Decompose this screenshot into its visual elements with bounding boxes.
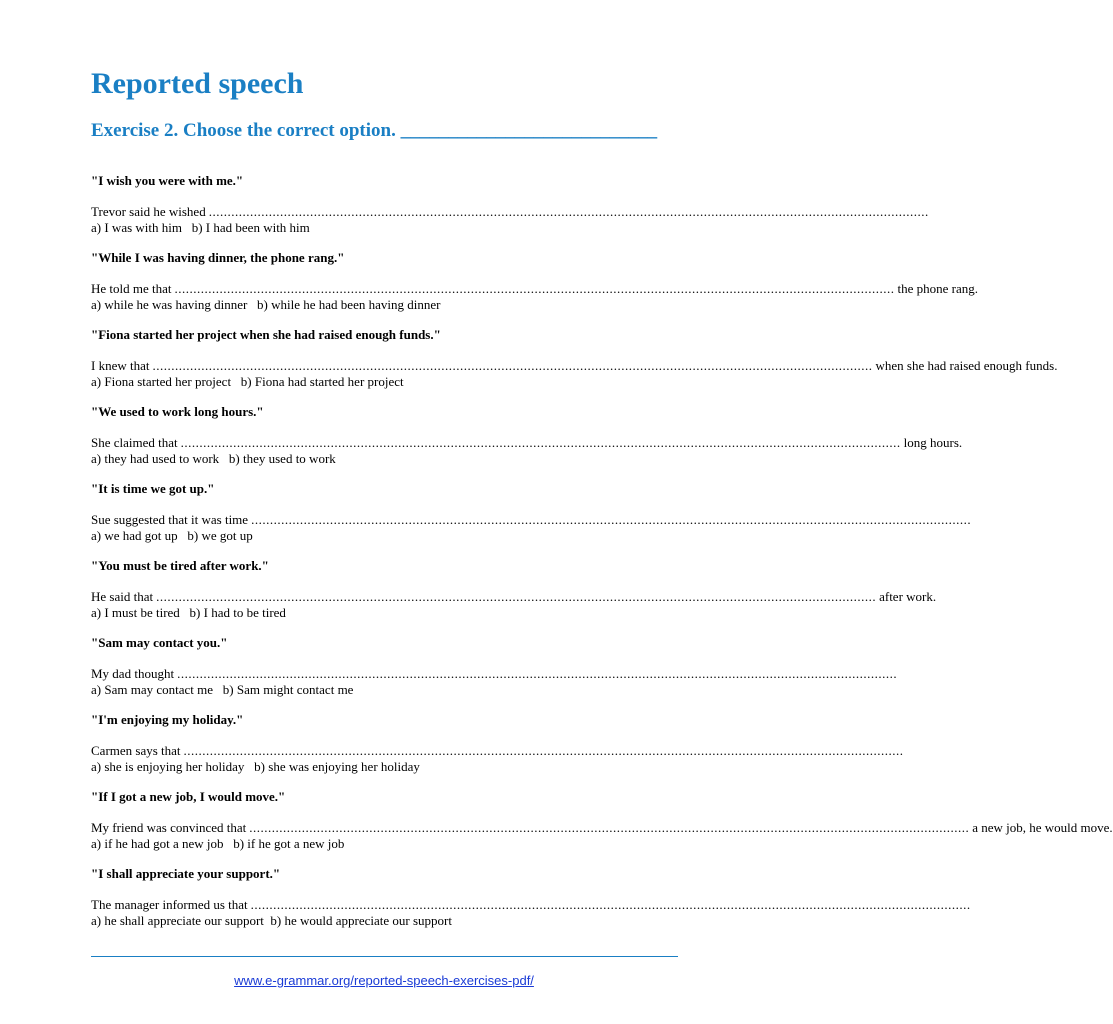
direct-speech-quote: "Sam may contact you." (91, 635, 228, 650)
exercise-item (91, 557, 937, 634)
answer-options: a) I was with him b) I had been with him (91, 220, 310, 235)
exercise-item (91, 788, 1113, 865)
direct-speech-quote: "I'm enjoying my holiday." (91, 712, 244, 727)
reported-sentence (91, 203, 929, 220)
reported-sentence (91, 434, 963, 451)
sentence-start: He told me that (91, 281, 172, 296)
answer-blank[interactable]: ................................................................................................................................................................................................ (183, 743, 904, 758)
sentence-end: after work. (879, 589, 937, 604)
sentence-end: long hours. (903, 435, 963, 450)
exercise-item (91, 480, 972, 557)
sentence-start: My dad thought (91, 666, 175, 681)
sentence-end: the phone rang. (897, 281, 979, 296)
footer (0, 972, 768, 989)
exercise-item (91, 711, 904, 788)
sentence-start: She claimed that (91, 435, 178, 450)
reported-sentence (91, 665, 898, 682)
answer-blank[interactable]: ................................................................................................................................................................................................ (177, 666, 898, 681)
direct-speech-quote: "We used to work long hours." (91, 404, 264, 419)
exercise-item (91, 865, 971, 942)
answer-options: a) while he was having dinner b) while he had been having dinner (91, 297, 441, 312)
reported-sentence (91, 742, 904, 759)
answer-options: a) we had got up b) we got up (91, 528, 253, 543)
answer-options: a) they had used to work b) they used to work (91, 451, 336, 466)
answer-options: a) if he had got a new job b) if he got a new job (91, 836, 345, 851)
website-link[interactable]: www.e-grammar.org/reported-speech-exercises-pdf/ (234, 973, 534, 988)
sentence-start: Sue suggested that it was time (91, 512, 249, 527)
reported-sentence (91, 819, 1113, 836)
answer-blank[interactable]: ................................................................................................................................................................................................ (152, 358, 873, 373)
reported-sentence (91, 588, 937, 605)
reported-sentence (91, 511, 972, 528)
answer-options: a) he shall appreciate our support b) he would appreciate our support (91, 913, 452, 928)
answer-blank[interactable]: ................................................................................................................................................................................................ (180, 435, 901, 450)
sentence-start: He said that (91, 589, 154, 604)
answer-options: a) she is enjoying her holiday b) she was enjoying her holiday (91, 759, 420, 774)
direct-speech-quote: "It is time we got up." (91, 481, 215, 496)
answer-blank[interactable]: ................................................................................................................................................................................................ (174, 281, 895, 296)
reported-sentence (91, 896, 971, 913)
footer-divider (91, 956, 678, 957)
sentence-start: Carmen says that (91, 743, 181, 758)
answer-blank[interactable]: ................................................................................................................................................................................................ (251, 512, 972, 527)
direct-speech-quote: "If I got a new job, I would move." (91, 789, 286, 804)
exercise-item (91, 326, 1058, 403)
exercise-item (91, 249, 979, 326)
answer-blank[interactable]: ................................................................................................................................................................................................ (250, 897, 971, 912)
reported-sentence (91, 357, 1058, 374)
answer-options: a) Fiona started her project b) Fiona had started her project (91, 374, 404, 389)
answer-blank[interactable]: ................................................................................................................................................................................................ (156, 589, 877, 604)
sentence-end: a new job, he would move. (972, 820, 1113, 835)
exercise-item (91, 403, 963, 480)
sentence-start: My friend was convinced that (91, 820, 247, 835)
sentence-start: I knew that (91, 358, 150, 373)
sentence-start: Trevor said he wished (91, 204, 206, 219)
answer-options: a) Sam may contact me b) Sam might contact me (91, 682, 354, 697)
exercise-list (91, 172, 1113, 942)
sentence-start: The manager informed us that (91, 897, 248, 912)
reported-sentence (91, 280, 979, 297)
sentence-end: when she had raised enough funds. (875, 358, 1058, 373)
answer-options: a) I must be tired b) I had to be tired (91, 605, 286, 620)
direct-speech-quote: "You must be tired after work." (91, 558, 269, 573)
direct-speech-quote: "Fiona started her project when she had raised enough funds." (91, 327, 441, 342)
direct-speech-quote: "I wish you were with me." (91, 173, 244, 188)
answer-blank[interactable]: ................................................................................................................................................................................................ (208, 204, 929, 219)
exercise-heading: Exercise 2. Choose the correct option. ___________________________ (91, 120, 658, 141)
answer-blank[interactable]: ................................................................................................................................................................................................ (249, 820, 970, 835)
direct-speech-quote: "While I was having dinner, the phone rang." (91, 250, 345, 265)
page-title: Reported speech (91, 67, 304, 100)
direct-speech-quote: "I shall appreciate your support." (91, 866, 281, 881)
exercise-item (91, 634, 898, 711)
exercise-item (91, 172, 929, 249)
